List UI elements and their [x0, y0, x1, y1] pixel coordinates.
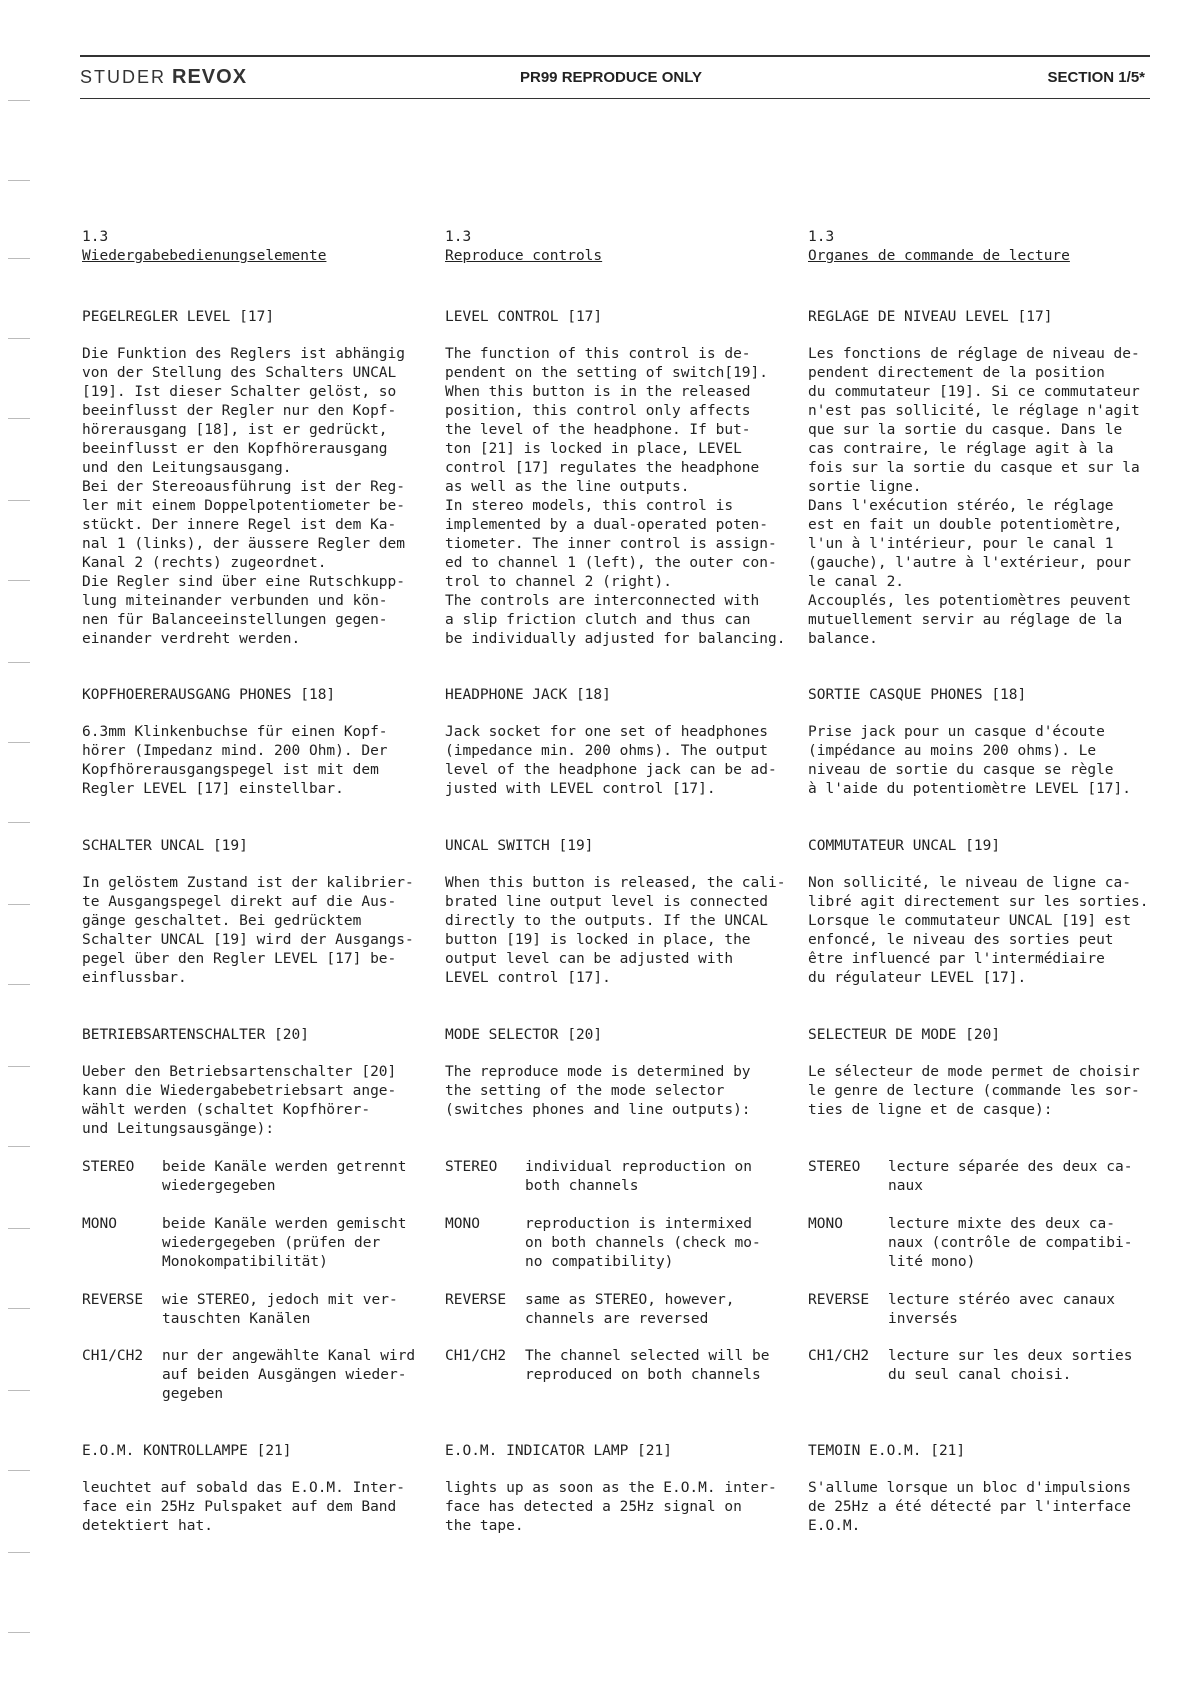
brand-logo	[80, 66, 247, 89]
eom-text: leuchtet auf sobald das E.O.M. Inter- face ein 25Hz Pulspaket auf dem Band detektiert hat.	[82, 1480, 406, 1534]
mode-key: CH1/CH2	[82, 1348, 144, 1364]
mode-text: Le sélecteur de mode permet de choisir le genre de lecture (commande les sor- ties de ligne et de casque):	[808, 1064, 1140, 1118]
level-heading: REGLAGE DE NIVEAU LEVEL [17]	[808, 309, 1053, 325]
mode-key: REVERSE	[445, 1292, 507, 1308]
mode-desc: lecture séparée des deux ca- naux	[888, 1159, 1133, 1194]
mode-desc: beide Kanäle werden gemischt wiedergegeben (prüfen der Monokompatibilität)	[162, 1216, 407, 1270]
level-text: The function of this control is de- pendent on the setting of switch[19]. When this button is in the released position, this control only affects the level of the headphone. If but- ton [21] is locked in place, LEVEL control [17] regulates the headphone as well as the line outputs. In stereo models, this control is implemented by a dual-operated poten- tiometer. The inner control is assign- ed to channel 1 (left), the outer con- trol to channel 2 (right). The controls are interconnected with a slip friction clutch and thus can be individually adjusted for balancing.	[445, 346, 786, 647]
mode-desc: lecture sur les deux sorties du seul canal choisi.	[888, 1348, 1133, 1383]
section-index: 1.3	[808, 229, 835, 245]
eom-text: S'allume lorsque un bloc d'impulsions de 25Hz a été détecté par l'interface E.O.M.	[808, 1480, 1132, 1534]
mode-heading: MODE SELECTOR [20]	[445, 1027, 603, 1043]
mode-desc: lecture mixte des deux ca- naux (contrôle de compatibi- lité mono)	[888, 1216, 1133, 1270]
uncal-heading: COMMUTATEUR UNCAL [19]	[808, 838, 1001, 854]
mode-key: MONO	[808, 1216, 843, 1232]
section-title: Reproduce controls	[445, 248, 603, 264]
mode-key: REVERSE	[82, 1292, 144, 1308]
mode-key: MONO	[82, 1216, 117, 1232]
uncal-heading: UNCAL SWITCH [19]	[445, 838, 594, 854]
column-german	[82, 228, 437, 1534]
mode-desc: same as STEREO, however, channels are reversed	[525, 1292, 735, 1327]
uncal-text: When this button is released, the cali- brated line output level is connected directly to the outputs. If the UNCAL button [19] is locked in place, the output level can be adjusted with LEVEL control [17].	[445, 875, 786, 986]
mode-desc: nur der angewählte Kanal wird auf beiden Ausgängen wieder- gegeben	[162, 1348, 416, 1402]
mode-desc: lecture stéréo avec canaux inversés	[888, 1292, 1115, 1327]
mode-desc: The channel selected will be reproduced on both channels	[525, 1348, 770, 1383]
eom-heading: E.O.M. INDICATOR LAMP [21]	[445, 1443, 672, 1459]
mode-key: STEREO	[445, 1159, 498, 1175]
column-english	[445, 228, 800, 1534]
document-title: PR99 REPRODUCE ONLY	[520, 69, 702, 86]
mode-key: CH1/CH2	[808, 1348, 870, 1364]
uncal-heading: SCHALTER UNCAL [19]	[82, 838, 248, 854]
mode-key: STEREO	[808, 1159, 861, 1175]
mode-key: STEREO	[82, 1159, 135, 1175]
mode-key: CH1/CH2	[445, 1348, 507, 1364]
mode-desc: wie STEREO, jedoch mit ver- tauschten Kanälen	[162, 1292, 398, 1327]
uncal-text: Non sollicité, le niveau de ligne ca- libré agit directement sur les sorties. Lorsque le commutateur UNCAL [19] est enfoncé, le niveau des sorties peut être influencé par l'intermédiaire du régulateur LEVEL [17].	[808, 875, 1149, 986]
eom-heading: E.O.M. KONTROLLAMPE [21]	[82, 1443, 292, 1459]
phones-text: 6.3mm Klinkenbuchse für einen Kopf- hörer (Impedanz mind. 200 Ohm). Der Kopfhörerausgangspegel ist mit dem Regler LEVEL [17] einstellbar.	[82, 724, 388, 797]
phones-text: Prise jack pour un casque d'écoute (impédance au moins 200 ohms). Le niveau de sortie du casque se règle à l'aide du potentiomètre LEVEL [17].	[808, 724, 1132, 797]
mode-key: MONO	[445, 1216, 480, 1232]
eom-heading: TEMOIN E.O.M. [21]	[808, 1443, 966, 1459]
section-index: 1.3	[82, 229, 109, 245]
section-number: SECTION 1/5*	[1047, 69, 1145, 86]
section-title: Wiedergabebedienungselemente	[82, 248, 327, 264]
section-title: Organes de commande de lecture	[808, 248, 1070, 264]
brand-studer: STUDER	[80, 67, 167, 87]
mode-desc: reproduction is intermixed on both channels (check mo- no compatibility)	[525, 1216, 761, 1270]
header-top-rule	[80, 55, 1150, 57]
eom-text: lights up as soon as the E.O.M. inter- face has detected a 25Hz signal on the tape.	[445, 1480, 777, 1534]
level-text: Les fonctions de réglage de niveau de- pendent directement de la position du commutateur [19]. Si ce commutateur n'est pas sollicité, le réglage n'agit que sur la sortie du casque. Dans le cas contraire, le réglage agit à la fois sur la sortie du casque et sur la sortie ligne. Dans l'exécution stéréo, le réglage est en fait un double potentiomètre, l'un à l'intérieur, pour le canal 1 (gauche), l'autre à l'extérieur, pour le canal 2. Accouplés, les potentiomètres peuvent mutuellement servir au réglage de la balance.	[808, 346, 1140, 647]
level-heading: LEVEL CONTROL [17]	[445, 309, 603, 325]
mode-text: The reproduce mode is determined by the setting of the mode selector (switches phones and line outputs):	[445, 1064, 751, 1118]
column-french	[808, 228, 1163, 1534]
uncal-text: In gelöstem Zustand ist der kalibrier- te Ausgangspegel direkt auf die Aus- gänge geschaltet. Bei gedrücktem Schalter UNCAL [19] wird der Ausgangs- pegel über den Regler LEVEL [17] be- einflussbar.	[82, 875, 414, 986]
level-text: Die Funktion des Reglers ist abhängig von der Stellung des Schalters UNCAL [19]. Ist dieser Schalter gelöst, so beeinflusst der Regler nur den Kopf- hörerausgang [18], ist er gedrückt, beeinflusst er den Kopfhörerausgang und den Leitungsausgang. Bei der Stereoausführung ist der Reg- ler mit einem Doppelpotentiometer be- stückt. Der innere Regel ist dem Ka- nal 1 (links), der äussere Regler dem Kanal 2 (rechts) zugeordnet. Die Regler sind über eine Rutschkupp- lung miteinander verbunden und kön- nen für Balanceeinstellungen gegen- einander verdreht werden.	[82, 346, 406, 647]
mode-text: Ueber den Betriebsartenschalter [20] kann die Wiedergabebetriebsart ange- wählt werden (schaltet Kopfhörer- und Leitungsausgänge):	[82, 1064, 397, 1137]
phones-heading: KOPFHOERERAUSGANG PHONES [18]	[82, 687, 336, 703]
phones-text: Jack socket for one set of headphones (impedance min. 200 ohms). The output level of the headphone jack can be ad- justed with LEVEL control [17].	[445, 724, 777, 797]
section-index: 1.3	[445, 229, 472, 245]
mode-key: REVERSE	[808, 1292, 870, 1308]
phones-heading: HEADPHONE JACK [18]	[445, 687, 611, 703]
mode-desc: beide Kanäle werden getrennt wiedergegeben	[162, 1159, 407, 1194]
mode-desc: individual reproduction on both channels	[525, 1159, 752, 1194]
header-bottom-rule	[80, 98, 1150, 99]
mode-heading: SELECTEUR DE MODE [20]	[808, 1027, 1001, 1043]
phones-heading: SORTIE CASQUE PHONES [18]	[808, 687, 1027, 703]
mode-heading: BETRIEBSARTENSCHALTER [20]	[82, 1027, 309, 1043]
brand-revox: REVOX	[172, 66, 248, 88]
level-heading: PEGELREGLER LEVEL [17]	[82, 309, 275, 325]
